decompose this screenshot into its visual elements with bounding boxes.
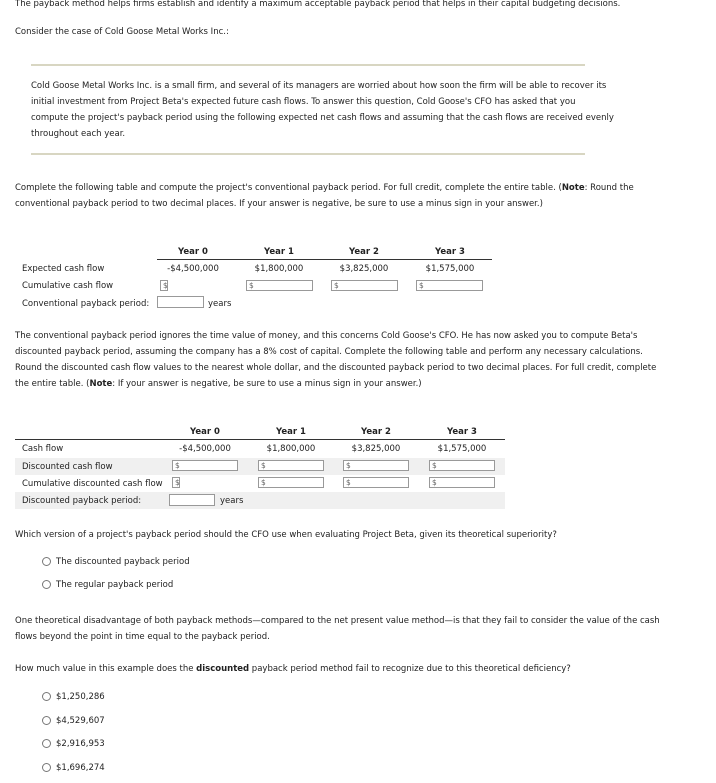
q2-option-3-label[interactable]: $2,916,953 [56, 739, 105, 749]
q2-option-1-label[interactable]: $1,250,286 [56, 692, 105, 702]
t1-cumulative-year1-input[interactable] [246, 280, 313, 291]
t2-header-year1: Year 1 [276, 427, 306, 437]
t1-cumulative-year3-input[interactable] [416, 280, 483, 291]
t2-cashflow-year1: $1,800,000 [266, 444, 316, 454]
q2-option-2-label[interactable]: $4,529,607 [56, 716, 105, 726]
case-line-2: initial investment from Project Beta's expected future cash flows. To answer this question, Cold Goose's CFO has asked that you [31, 97, 576, 107]
t2-header-year0: Year 0 [190, 427, 220, 437]
t1-header-year2: Year 2 [349, 247, 379, 257]
case-top-divider [31, 64, 585, 66]
instructions-2-line-4: the entire table. (Note: If your answer is negative, be sure to use a minus sign in your answer.) [15, 379, 422, 389]
t1-expected-year3: $1,575,000 [425, 264, 475, 274]
t1-expected-year0: -$4,500,000 [167, 264, 219, 274]
q1-radio-regular[interactable] [42, 580, 51, 589]
t2-cumulative-year0-input[interactable] [172, 477, 180, 488]
t2-cumulative-year2-input[interactable] [343, 477, 409, 488]
t2-label-cumulative: Cumulative discounted cash flow [22, 479, 163, 489]
t1-years-unit: years [208, 299, 232, 309]
t1-label-cumulative: Cumulative cash flow [22, 281, 114, 291]
question-1-text: Which version of a project's payback period should the CFO use when evaluating Project Beta, given its theoretical superiority? [15, 530, 557, 540]
discounted-payback-input[interactable] [169, 494, 215, 506]
t2-header-year2: Year 2 [361, 427, 391, 437]
q2-option-4-label[interactable]: $1,696,274 [56, 763, 105, 773]
case-intro: Consider the case of Cold Goose Metal Works Inc.: [15, 27, 229, 37]
q1-radio-discounted[interactable] [42, 557, 51, 566]
disadvantage-line-2: flows beyond the point in time equal to the payback period. [15, 632, 270, 642]
t2-header-year3: Year 3 [447, 427, 477, 437]
t2-label-cashflow: Cash flow [22, 444, 64, 454]
q1-option-discounted-label[interactable]: The discounted payback period [56, 557, 190, 567]
q2-radio-1[interactable] [42, 692, 51, 701]
case-line-3: compute the project's payback period using the following expected net cash flows and assuming that the cash flows are received evenly [31, 113, 614, 123]
t2-label-discounted: Discounted cash flow [22, 462, 113, 472]
t1-header-rule [157, 259, 492, 260]
t1-header-year3: Year 3 [435, 247, 465, 257]
q1-option-regular-label[interactable]: The regular payback period [56, 580, 174, 590]
instructions-1-line-1: Complete the following table and compute the project's conventional payback period. For full credit, complete the entire table. (Note: Round the [15, 183, 634, 193]
t1-expected-year1: $1,800,000 [254, 264, 304, 274]
t2-years-unit: years [220, 496, 244, 506]
t2-cashflow-year2: $3,825,000 [351, 444, 401, 454]
instructions-1-line-2: conventional payback period to two decimal places. If your answer is negative, be sure to use a minus sign in your answer.) [15, 199, 543, 209]
intro-text: The payback method helps firms establish and identify a maximum acceptable payback period that helps in their capital budgeting decisions. [15, 0, 621, 9]
t1-label-payback: Conventional payback period: [22, 299, 150, 309]
t1-label-expected: Expected cash flow [22, 264, 105, 274]
case-line-1: Cold Goose Metal Works Inc. is a small firm, and several of its managers are worried about how soon the firm will be able to recover its [31, 81, 607, 91]
case-line-4: throughout each year. [31, 129, 126, 139]
t2-header-rule [15, 439, 505, 440]
t2-label-payback: Discounted payback period: [22, 496, 142, 506]
t2-discounted-year2-input[interactable] [343, 460, 409, 471]
instructions-2-line-2: discounted payback period, assuming the company has a 8% cost of capital. Complete the following table and perform any necessary calculations. [15, 347, 643, 357]
t1-expected-year2: $3,825,000 [339, 264, 389, 274]
conventional-payback-input[interactable] [157, 296, 204, 308]
disadvantage-line-1: One theoretical disadvantage of both payback methods—compared to the net present value method—is that they fail to consider the value of the cash [15, 616, 660, 626]
t2-cumulative-year3-input[interactable] [429, 477, 495, 488]
q2-radio-3[interactable] [42, 739, 51, 748]
question-2-text: How much value in this example does the discounted payback period method fail to recognize due to this theoretical deficiency? [15, 664, 571, 674]
q2-radio-2[interactable] [42, 716, 51, 725]
t1-cumulative-year2-input[interactable] [331, 280, 398, 291]
t2-cashflow-year0: -$4,500,000 [179, 444, 231, 454]
t1-cumulative-year0-input[interactable] [160, 280, 168, 291]
instructions-2-line-1: The conventional payback period ignores the time value of money, and this concerns Cold Goose's CFO. He has now asked you to compute Beta's [15, 331, 638, 341]
t1-header-year1: Year 1 [264, 247, 294, 257]
q2-radio-4[interactable] [42, 763, 51, 772]
instructions-2-line-3: Round the discounted cash flow values to the nearest whole dollar, and the discounted payback period to two decimal places. For full credit, complete [15, 363, 657, 373]
t2-cumulative-year1-input[interactable] [258, 477, 324, 488]
t2-cashflow-year3: $1,575,000 [437, 444, 487, 454]
t2-discounted-year1-input[interactable] [258, 460, 324, 471]
case-bottom-divider [31, 153, 585, 155]
t2-discounted-year0-input[interactable] [172, 460, 238, 471]
t2-discounted-year3-input[interactable] [429, 460, 495, 471]
t1-header-year0: Year 0 [178, 247, 208, 257]
